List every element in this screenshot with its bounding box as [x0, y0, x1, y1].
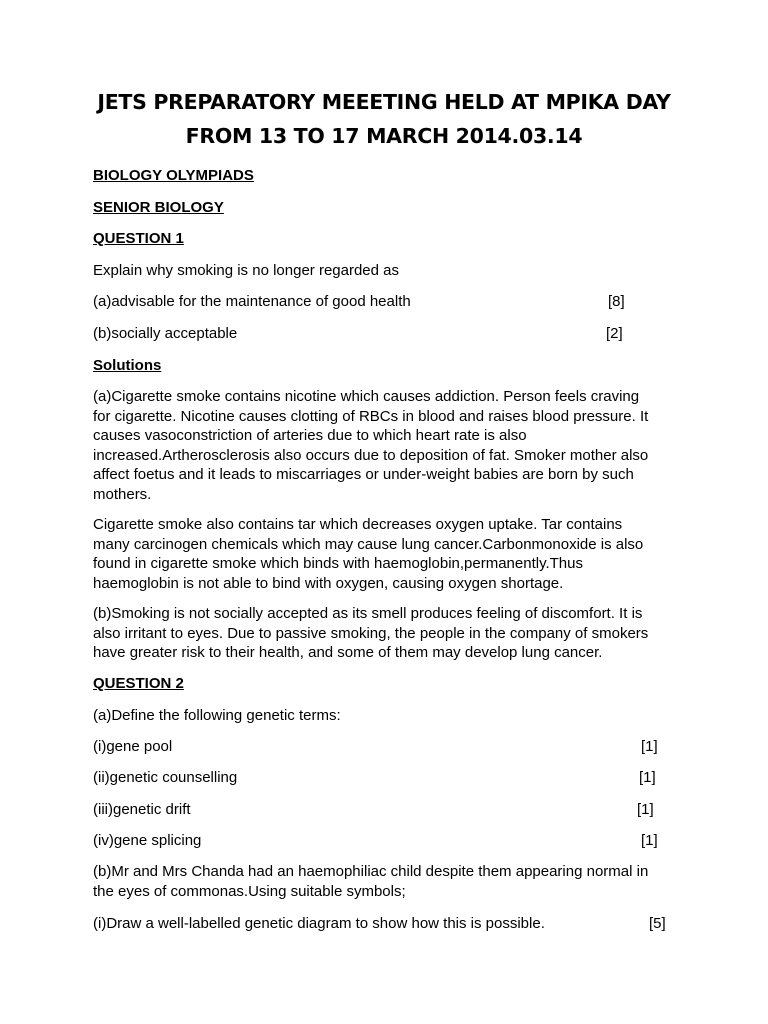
solutions-heading: Solutions [93, 357, 162, 374]
question-1b-text: (b)socially acceptable [93, 325, 238, 342]
question-1a-mark: [8] [608, 293, 625, 310]
paragraph-line: (a)Cigarette smoke contains nicotine which causes addiction. Person feels craving [93, 388, 640, 405]
question-2b-paragraph [93, 862, 673, 901]
subsection-heading: SENIOR BIOLOGY [93, 199, 224, 216]
paragraph-line: increased.Artherosclerosis also occurs due to deposition of fat. Smoker mother also [93, 446, 649, 464]
section-heading: BIOLOGY OLYMPIADS [93, 167, 254, 184]
paragraph-line: many carcinogen chemicals which may cause lung cancer.Carbonmonoxide is also [93, 535, 644, 553]
question-1a-text: (a)advisable for the maintenance of good health [93, 293, 411, 310]
question-2-item-text: (ii)genetic counselling [93, 769, 238, 786]
question-2-item-text: (i)gene pool [93, 738, 173, 755]
paragraph-line: Cigarette smoke also contains tar which decreases oxygen uptake. Tar contains [93, 516, 623, 533]
solution-paragraph-3 [93, 604, 673, 663]
paragraph-line: haemoglobin is not able to bind with oxygen, causing oxygen shortage. [93, 574, 564, 592]
paragraph-line: for cigarette. Nicotine causes clotting of RBCs in blood and raises blood pressure. It [93, 407, 649, 425]
title-line-2: FROM 13 TO 17 MARCH 2014.03.14 [185, 124, 583, 148]
paragraph-line: causes vasoconstriction of arteries due to which heart rate is also [93, 427, 527, 444]
solution-paragraph-1 [93, 387, 673, 504]
question-2-item-mark: [1] [639, 769, 656, 786]
paragraph-line: mothers. [93, 485, 152, 503]
solution-paragraph-2 [93, 515, 673, 593]
question-2-item-mark: [1] [641, 832, 658, 849]
question-2-item-text: (iv)gene splicing [93, 832, 202, 849]
question-2bi-text: (i)Draw a well-labelled genetic diagram to show how this is possible. [93, 915, 545, 932]
question-2-item-mark: [1] [641, 738, 658, 755]
question-1b-mark: [2] [606, 325, 623, 342]
paragraph-line: (b)Mr and Mrs Chanda had an haemophiliac child despite them appearing normal in [93, 863, 649, 880]
question-2-heading: QUESTION 2 [93, 675, 184, 692]
paragraph-line: also irritant to eyes. Due to passive smoking, the people in the company of smokers [93, 624, 649, 642]
question-2-intro: (a)Define the following genetic terms: [93, 707, 341, 724]
title-line-1: JETS PREPARATORY MEEETING HELD AT MPIKA DAY [97, 90, 671, 114]
paragraph-line: have greater risk to their health, and some of them may develop lung cancer. [93, 644, 603, 661]
paragraph-line: found in cigarette smoke which binds with haemoglobin,permanently.Thus [93, 555, 583, 572]
question-2bi-mark: [5] [649, 915, 666, 932]
question-2-item-text: (iii)genetic drift [93, 801, 191, 818]
paragraph-line: (b)Smoking is not socially accepted as its smell produces feeling of discomfort. It is [93, 605, 643, 622]
question-1-heading: QUESTION 1 [93, 230, 184, 247]
question-1-intro: Explain why smoking is no longer regarded as [93, 262, 399, 279]
question-2-item-mark: [1] [637, 801, 654, 818]
paragraph-line: the eyes of commonas.Using suitable symbols; [93, 882, 406, 900]
paragraph-line: affect foetus and it leads to miscarriages or under-weight babies are born by such [93, 466, 634, 483]
